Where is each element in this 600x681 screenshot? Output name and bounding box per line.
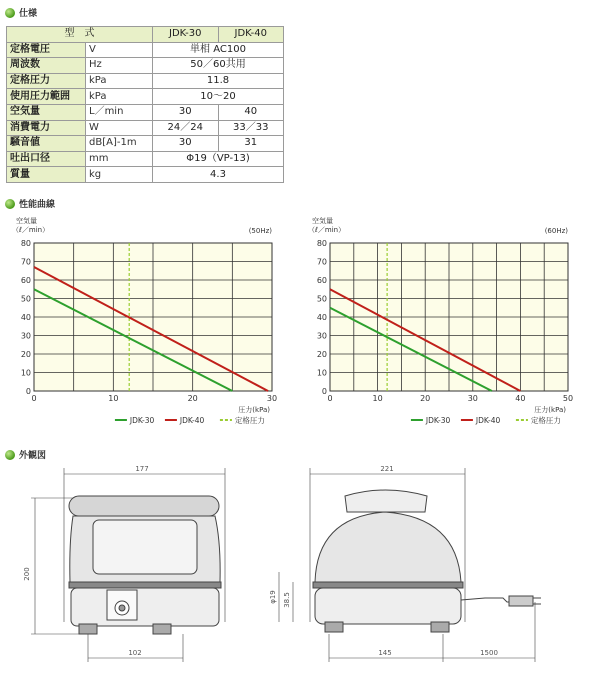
y-tick-label: 70 (20, 257, 31, 267)
spec-table (6, 26, 284, 183)
legend-label: JDK-40 (475, 416, 501, 425)
y-tick-label: 60 (316, 276, 327, 285)
x-axis-label: 圧力(kPa) (534, 406, 566, 414)
header-model: 型 式 (7, 27, 153, 43)
spec-row (7, 73, 284, 89)
y-axis-label: 空気量 (16, 217, 37, 225)
performance-chart-60hz (300, 213, 580, 428)
spec-value: 30 (153, 104, 219, 120)
y-tick-label: 80 (316, 239, 327, 248)
spec-unit: kPa (86, 89, 153, 105)
x-tick-label: 30 (266, 394, 278, 403)
spec-name: 騒音値 (7, 136, 86, 152)
spec-unit: kPa (86, 73, 153, 89)
spec-row (7, 89, 284, 105)
spec-name: 質量 (7, 167, 86, 183)
frequency-label: (50Hz) (248, 227, 272, 235)
x-tick-label: 10 (372, 394, 383, 403)
spec-value: Φ19（VP-13) (153, 151, 284, 167)
legend-label: JDK-40 (179, 416, 205, 425)
spec-row (7, 104, 284, 120)
side-view-drawing (265, 462, 595, 672)
spec-value: 31 (218, 136, 284, 152)
spec-value: 4.3 (153, 167, 284, 183)
y-axis-unit: （ℓ／min） (308, 226, 346, 234)
header-jdk-40: JDK-40 (218, 27, 284, 43)
spec-name: 使用圧力範囲 (7, 89, 86, 105)
spec-unit: W (86, 120, 153, 136)
spec-row (7, 151, 284, 167)
header-jdk-30: JDK-30 (153, 27, 219, 43)
y-tick-label: 80 (20, 239, 31, 248)
y-tick-label: 20 (316, 350, 327, 359)
x-tick-label: 40 (515, 394, 526, 403)
y-axis-label: 空気量 (312, 217, 333, 225)
spec-name: 吐出口径 (7, 151, 86, 167)
dimensions-section-title: 外観図 (5, 448, 46, 461)
x-tick-label: 0 (31, 394, 37, 403)
spec-section-title: 仕様 (5, 6, 37, 19)
spec-row (7, 120, 284, 136)
dim-cord: 1500 (480, 649, 498, 657)
spec-value: 40 (218, 104, 284, 120)
y-tick-label: 20 (20, 350, 31, 359)
spec-row (7, 167, 284, 183)
dim-front-width: 177 (135, 465, 149, 473)
legend-label: 定格圧力 (530, 416, 561, 425)
spec-name: 周波数 (7, 58, 86, 74)
spec-value: 24／24 (153, 120, 219, 136)
spec-name: 定格電圧 (7, 42, 86, 58)
spec-name: 定格圧力 (7, 73, 86, 89)
x-tick-label: 30 (467, 394, 478, 403)
y-tick-label: 30 (316, 331, 327, 341)
y-tick-label: 60 (20, 276, 31, 285)
spec-name: 空気量 (7, 104, 86, 120)
spec-unit: dB[A]-1m (86, 136, 153, 152)
spec-name: 消費電力 (7, 120, 86, 136)
frequency-label: (60Hz) (544, 227, 568, 235)
spec-unit: kg (86, 167, 153, 183)
x-tick-label: 0 (327, 394, 333, 403)
front-view-drawing (25, 462, 295, 672)
spec-value: 単相 AC100 (153, 42, 284, 58)
performance-chart-50hz (4, 213, 284, 428)
y-tick-label: 0 (321, 387, 327, 396)
spec-unit: Hz (86, 58, 153, 74)
spec-unit: L／min (86, 104, 153, 120)
bullet-icon (5, 199, 15, 209)
dim-side-width: 221 (380, 465, 394, 473)
y-tick-label: 10 (20, 368, 31, 378)
performance-section-title: 性能曲線 (5, 197, 55, 210)
y-tick-label: 30 (20, 331, 31, 341)
y-tick-label: 50 (20, 294, 31, 304)
legend-label: 定格圧力 (234, 416, 265, 425)
y-tick-label: 40 (20, 313, 31, 322)
y-tick-label: 40 (316, 313, 327, 322)
spec-row (7, 42, 284, 58)
y-tick-label: 10 (316, 368, 327, 378)
legend-label: JDK-30 (425, 416, 451, 425)
x-tick-label: 50 (562, 394, 574, 403)
dim-front-foot: 102 (128, 649, 142, 657)
spec-unit: mm (86, 151, 153, 167)
y-tick-label: 50 (316, 294, 327, 304)
bullet-icon (5, 450, 15, 460)
spec-value: 10〜20 (153, 89, 284, 105)
x-tick-label: 10 (108, 394, 119, 403)
spec-unit: V (86, 42, 153, 58)
spec-row (7, 136, 284, 152)
spec-header-row (7, 27, 284, 43)
bullet-icon (5, 8, 15, 18)
dim-outlet-diameter: φ19 (269, 590, 277, 604)
x-axis-label: 圧力(kPa) (238, 406, 270, 414)
y-axis-unit: （ℓ／min） (12, 226, 50, 234)
y-tick-label: 70 (316, 257, 327, 267)
spec-value: 33／33 (218, 120, 284, 136)
dim-side-foot: 145 (378, 649, 392, 657)
x-tick-label: 20 (187, 394, 198, 403)
y-tick-label: 0 (25, 387, 31, 396)
dim-outlet-height: 38.5 (283, 592, 291, 608)
legend-label: JDK-30 (129, 416, 155, 425)
spec-value: 11.8 (153, 73, 284, 89)
spec-value: 30 (153, 136, 219, 152)
spec-row (7, 58, 284, 74)
dim-height: 200 (23, 567, 31, 581)
x-tick-label: 20 (420, 394, 431, 403)
spec-value: 50／60共用 (153, 58, 284, 74)
